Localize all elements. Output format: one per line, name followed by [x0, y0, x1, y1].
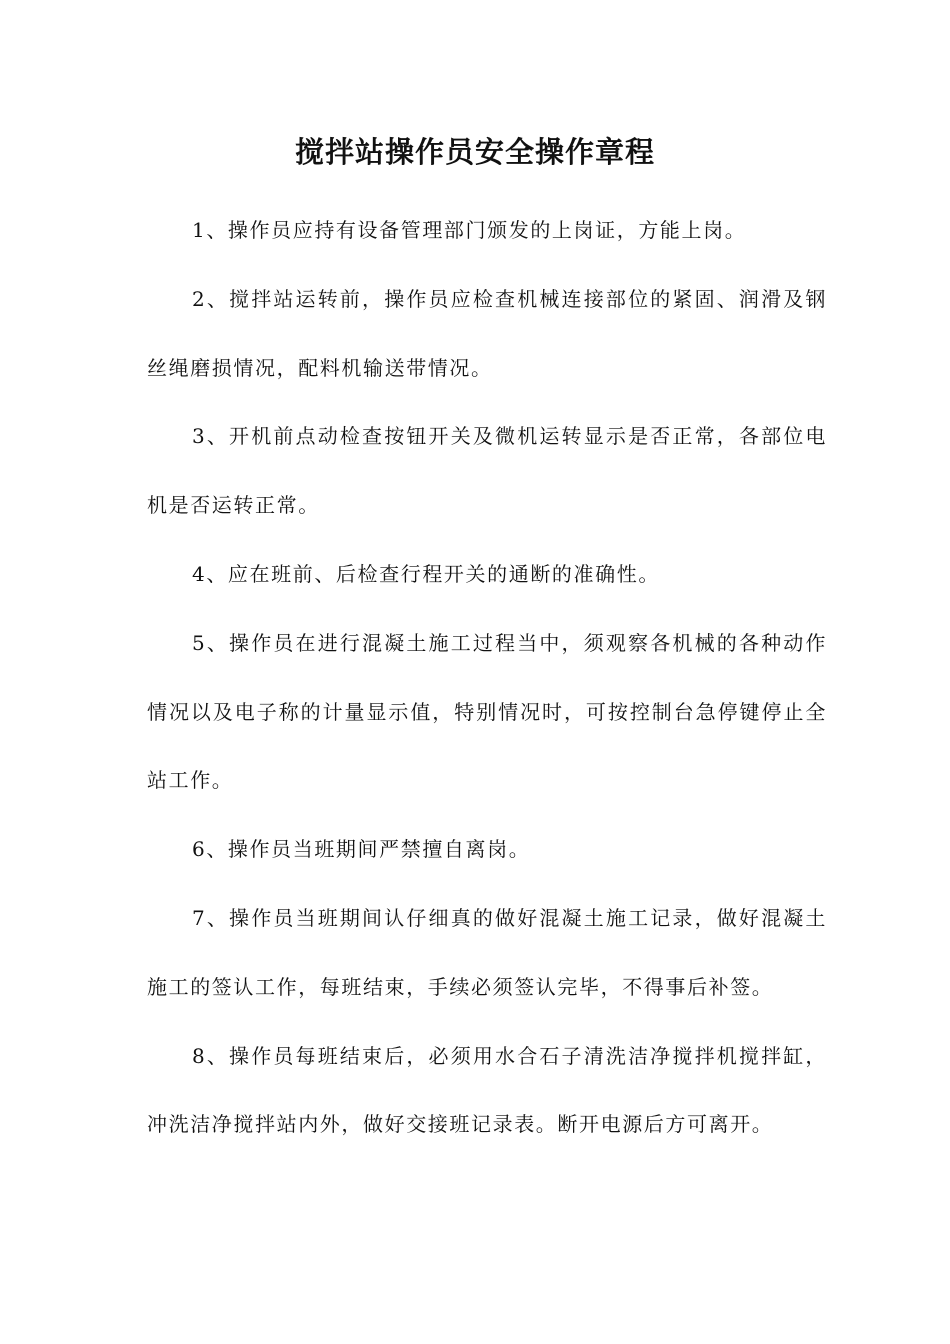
- paragraph-3: 3、开机前点动检查按钮开关及微机运转显示是否正常，各部位电机是否运转正常。: [147, 424, 827, 518]
- document-body: [147, 196, 827, 1159]
- paragraph-2: 2、搅拌站运转前，操作员应检查机械连接部位的紧固、润滑及钢丝绳磨损情况，配料机输送带情况。: [147, 286, 827, 380]
- document-title: 搅拌站操作员安全操作章程: [294, 135, 655, 169]
- paragraph-4: 4、应在班前、后检查行程开关的通断的准确性。: [192, 561, 660, 586]
- paragraph-6: 6、操作员当班期间严禁擅自离岗。: [192, 837, 531, 862]
- paragraph-8: 8、操作员每班结束后，必须用水合石子清洗洁净搅拌机搅拌缸，冲洗洁净搅拌站内外，做好交接班记录表。断开电源后方可离开。: [147, 1043, 827, 1137]
- paragraph-7: 7、操作员当班期间认仔细真的做好混凝土施工记录，做好混凝土施工的签认工作，每班结束，手续必须签认完毕，不得事后补签。: [147, 905, 827, 999]
- paragraph-1: 1、操作员应持有设备管理部门颁发的上岗证，方能上岗。: [192, 218, 747, 242]
- paragraph-5: 5、操作员在进行混凝土施工过程当中，须观察各机械的各种动作情况以及电子称的计量显示值，特别情况时，可按控制台急停键停止全站工作。: [147, 630, 827, 793]
